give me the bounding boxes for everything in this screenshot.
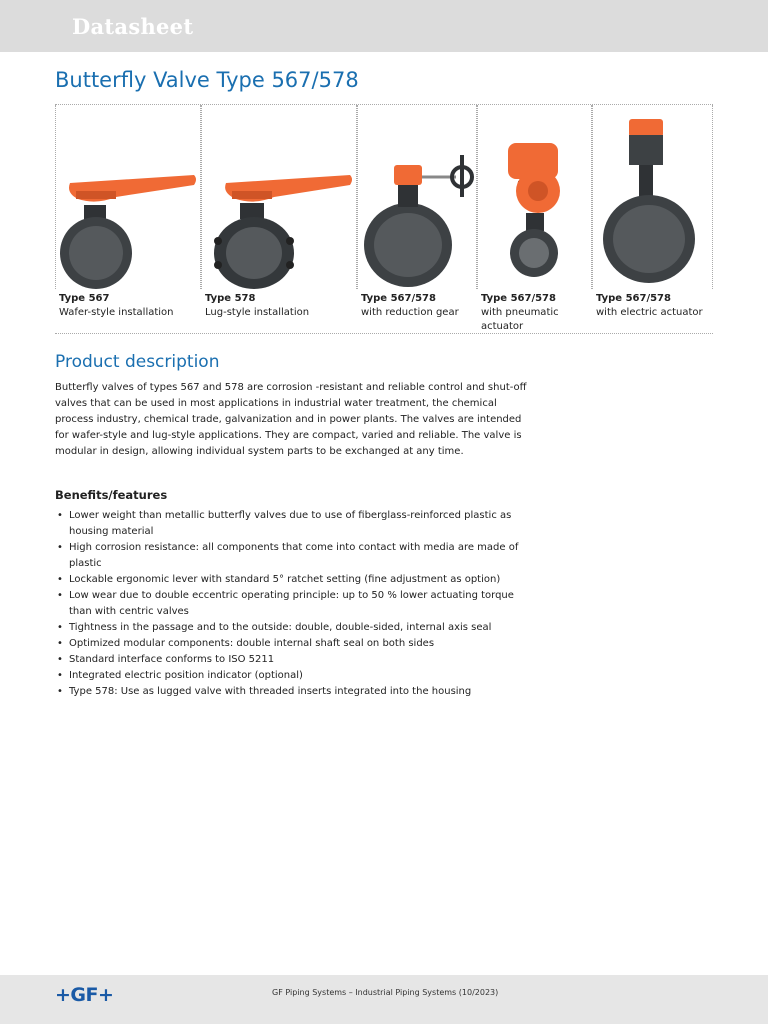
valve-578-image <box>201 105 357 289</box>
benefit-item: • Low wear due to double eccentric operating principle: up to 50 % lower actuating torque than with centric valves <box>55 588 535 620</box>
datasheet-label: Datasheet <box>72 14 194 39</box>
valve-pneumatic-image <box>477 105 592 289</box>
gallery-item-electric <box>592 105 713 333</box>
gallery-item-pneumatic <box>477 105 592 333</box>
benefit-item: • Standard interface conforms to ISO 5211 <box>55 652 535 668</box>
header-band <box>0 0 768 52</box>
benefit-item: • High corrosion resistance: all components that come into contact with media are made of plastic <box>55 540 535 572</box>
valve-567-image <box>55 105 201 289</box>
benefit-item: • Lockable ergonomic lever with standard 5° ratchet setting (fine adjustment as option) <box>55 572 535 588</box>
gallery-item-reduction-gear <box>357 105 477 333</box>
benefits-list <box>55 508 535 700</box>
gallery-type-label: Type 567/578 <box>361 293 436 304</box>
gallery-desc-label: with reduction gear <box>361 307 459 318</box>
gallery-desc-label: with electric actuator <box>596 307 703 318</box>
benefit-item: • Optimized modular components: double internal shaft seal on both sides <box>55 636 535 652</box>
gallery-item-type-578 <box>201 105 357 333</box>
gallery-type-label: Type 567/578 <box>596 293 671 304</box>
gallery-desc-label: with pneumatic actuator <box>481 307 559 332</box>
valve-electric-image <box>592 105 713 289</box>
gallery-desc-label: Lug-style installation <box>205 307 310 318</box>
gallery-type-label: Type 567 <box>59 293 110 304</box>
footer-text: GF Piping Systems – Industrial Piping Systems (10/2023) <box>272 988 499 997</box>
benefit-item: • Type 578: Use as lugged valve with threaded inserts integrated into the housing <box>55 684 535 700</box>
gallery-desc-label: Wafer-style installation <box>59 307 174 318</box>
product-description-title: Product description <box>55 352 220 372</box>
gallery-type-label: Type 578 <box>205 293 256 304</box>
benefit-item: • Tightness in the passage and to the outside: double, double-sided, internal axis seal <box>55 620 535 636</box>
valve-reduction-gear-image <box>357 105 477 289</box>
page-title: Butterfly Valve Type 567/578 <box>55 68 359 92</box>
benefit-item: • Integrated electric position indicator (optional) <box>55 668 535 684</box>
gallery-type-label: Type 567/578 <box>481 293 556 304</box>
gf-logo: +GF+ <box>55 984 114 1006</box>
gallery-item-type-567 <box>55 105 201 333</box>
product-gallery <box>55 104 713 334</box>
product-description-text: Butterfly valves of types 567 and 578 are corrosion -resistant and reliable control and shut-off valves that can be used in most applications in industrial water treatment, the chemical process industry, chemical trade, galvanization and in power plants. The valves are intended for wafer-style and lug-style applications. They are compact, varied and reliable. The valve is modular in design, allowing individual system parts to be exchanged at any time. <box>55 382 527 457</box>
footer <box>0 975 768 1024</box>
benefits-title: Benefits/features <box>55 488 168 502</box>
benefit-item: • Lower weight than metallic butterfly valves due to use of fiberglass-reinforced plastic as housing material <box>55 508 535 540</box>
